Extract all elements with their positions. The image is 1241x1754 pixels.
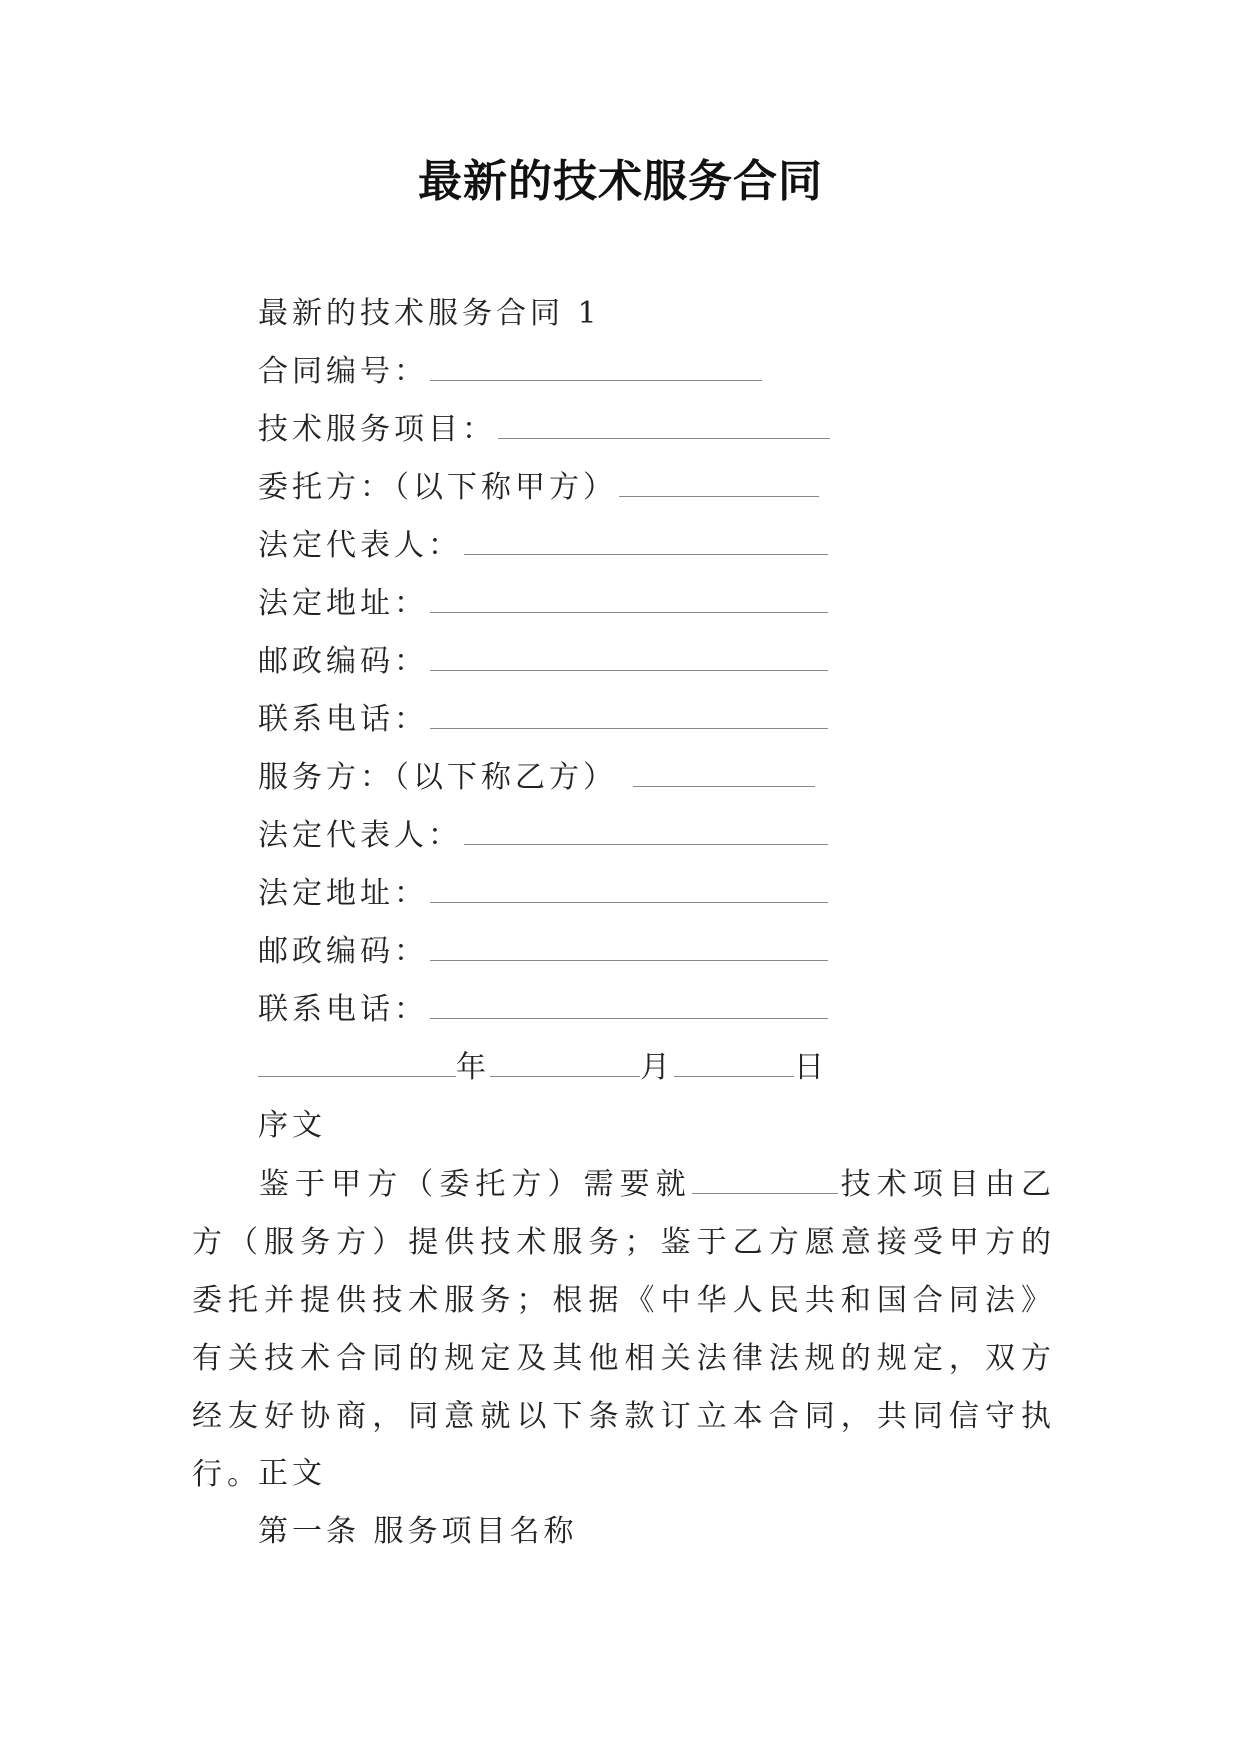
day-blank [674,1050,794,1077]
year-blank [258,1050,456,1077]
preface-text-part2: 技术项目由乙方（服务方）提供技术服务；鉴于乙方愿意接受甲方的委托并提供技术服务；根据《中华人民共和国合同法》有关技术合同的规定及其他相关法律法规的规定，双方经友好协商，同意就以下条款订立本合同，共同信守执行。 [192,1167,1057,1492]
field-service-project [258,406,830,454]
field-label: 法定代表人： [258,528,462,563]
party-a-postcode-blank [430,644,828,671]
party-b-phone-blank [430,992,828,1019]
field-label: 合同编号： [258,354,428,389]
field-party-a-phone [258,696,828,744]
field-party-a-address [258,580,828,628]
field-label: 联系电话： [258,992,428,1027]
field-service-provider [258,754,815,802]
field-label: 法定地址： [258,586,428,621]
field-party-a-representative [258,522,828,570]
service-provider-blank [633,760,815,787]
client-blank [619,470,819,497]
field-contract-number [258,348,762,396]
party-a-phone-blank [430,702,828,729]
field-label: 邮政编码： [258,644,428,679]
year-label: 年 [456,1050,488,1085]
party-b-address-blank [430,876,828,903]
field-label: 技术服务项目： [258,412,496,447]
day-label: 日 [794,1050,826,1085]
field-label: 联系电话： [258,702,428,737]
party-a-address-blank [430,586,828,613]
document-title: 最新的技术服务合同 [418,156,823,207]
party-b-postcode-blank [430,934,828,961]
party-a-representative-blank [464,528,828,555]
field-client [258,464,819,512]
field-label: 法定地址： [258,876,428,911]
preface-text-part1: 鉴于甲方（委托方）需要就 [258,1167,692,1202]
field-label: 法定代表人： [258,818,462,853]
field-party-b-postcode [258,928,828,976]
field-party-b-representative [258,812,828,860]
technology-project-blank [692,1165,838,1194]
month-blank [490,1050,640,1077]
document-subtitle: 最新的技术服务合同 1 [258,296,601,331]
field-party-b-address [258,870,828,918]
field-label: 服务方：（以下称乙方） [258,760,617,795]
contract-number-blank [430,354,762,381]
service-project-blank [498,412,830,439]
month-label: 月 [640,1050,672,1085]
field-party-a-postcode [258,638,828,686]
article-1-heading: 第一条 服务项目名称 [258,1514,578,1549]
body-heading: 正文 [258,1456,326,1491]
date-line [258,1044,826,1092]
preface-heading: 序文 [258,1108,326,1143]
field-label: 邮政编码： [258,934,428,969]
field-label: 委托方：（以下称甲方） [258,470,617,505]
field-party-b-phone [258,986,828,1034]
party-b-representative-blank [464,818,828,845]
